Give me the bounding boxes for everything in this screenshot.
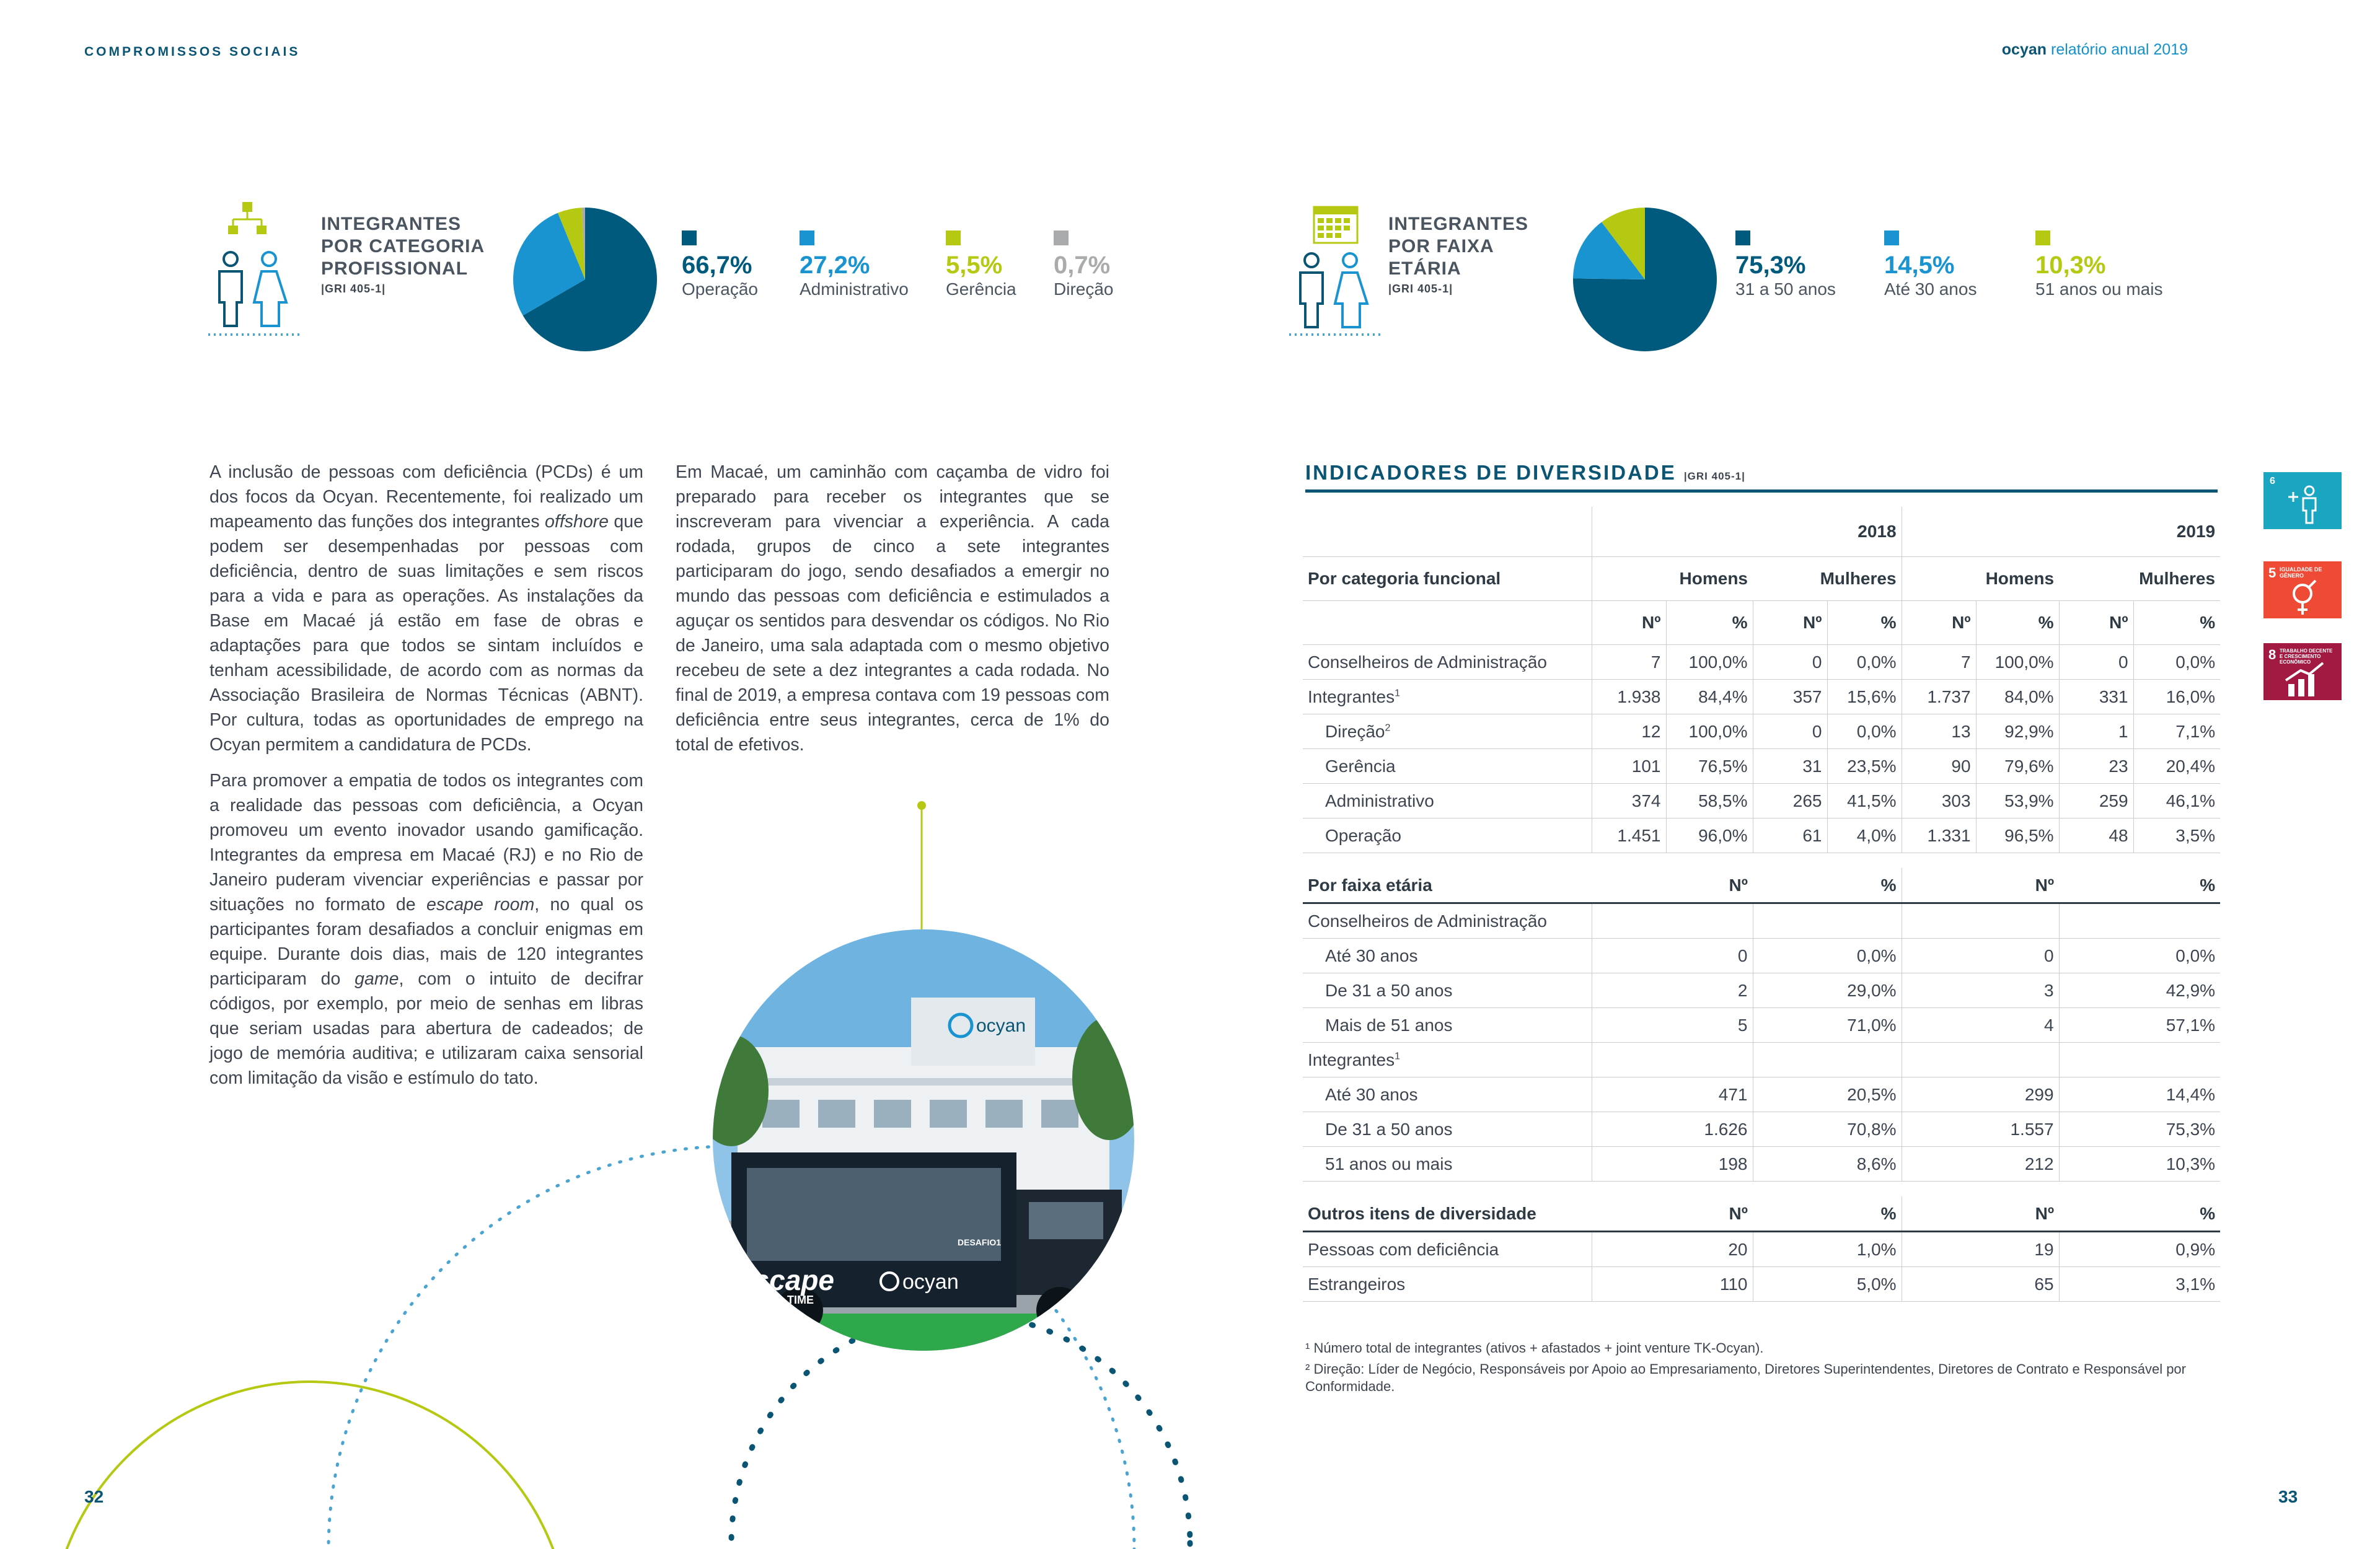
footnote-ref: 1 bbox=[1395, 1051, 1401, 1062]
data-row bbox=[1303, 1267, 2220, 1302]
value-cell: 110 bbox=[1592, 1267, 1753, 1302]
value-cell: 0 bbox=[1902, 939, 2059, 973]
footnote-ref: 2 bbox=[1385, 722, 1391, 734]
value-cell bbox=[1753, 903, 1902, 939]
value-cell: 65 bbox=[1902, 1267, 2059, 1302]
row-label-text: Administrativo bbox=[1325, 791, 1434, 810]
gender-mulheres: Mulheres bbox=[1753, 557, 1902, 601]
value-cell: 0,9% bbox=[2059, 1232, 2220, 1267]
row-label-text: Até 30 anos bbox=[1325, 1084, 1418, 1104]
value-cell: 20,4% bbox=[2133, 749, 2220, 784]
legend-pct: 0,7% bbox=[1054, 252, 1111, 279]
value-cell: 7,1% bbox=[2133, 714, 2220, 749]
value-cell: 331 bbox=[2059, 680, 2133, 714]
row-label bbox=[1303, 645, 1592, 680]
value-cell: 96,5% bbox=[1976, 818, 2059, 853]
table-cell bbox=[1303, 1182, 2220, 1197]
category-row bbox=[1303, 645, 2220, 680]
stat-title-line: PROFISSIONAL bbox=[321, 258, 469, 279]
value-cell bbox=[1592, 903, 1753, 939]
paragraph: Em Macaé, um caminhão com caçamba de vidro foi preparado para receber os integrantes que se inscreveram para vivenciar a experiência. A cada rodada, grupos de cinco a sete integrantes participaram do jogo, sendo desafiados a emergir no mundo das pessoas com deficiência e estimulados a aguçar os sentidos para desvendar os códigos. No Rio de Janeiro, uma sala adaptada com o mesmo objetivo recebeu de sete a dez integrantes a cada rodada. No final de 2019, a empresa contava com 19 pessoas com deficiência entre seus integrantes, cerca de 1% do total de efetivos. bbox=[676, 462, 1109, 755]
org-people-icon bbox=[208, 197, 307, 340]
ods-number: 8 bbox=[2268, 647, 2276, 662]
data-row bbox=[1303, 903, 2220, 939]
pct-header: % bbox=[1976, 601, 2059, 645]
value-cell: 100,0% bbox=[1666, 645, 1753, 680]
value-cell: 265 bbox=[1753, 784, 1827, 818]
legend-swatch bbox=[1884, 230, 1899, 245]
data-row bbox=[1303, 1232, 2220, 1267]
row-label bbox=[1303, 1267, 1592, 1302]
value-cell: 84,0% bbox=[1976, 680, 2059, 714]
gri-ref: |GRI 405-1| bbox=[321, 283, 386, 295]
value-cell: 61 bbox=[1753, 818, 1827, 853]
value-cell: 1.938 bbox=[1592, 680, 1666, 714]
section-title: COMPROMISSOS SOCIAIS bbox=[84, 45, 301, 59]
value-cell: 58,5% bbox=[1666, 784, 1753, 818]
table-cell bbox=[1303, 853, 2220, 869]
value-cell: 4,0% bbox=[1827, 818, 1902, 853]
row-label-text: Até 30 anos bbox=[1325, 946, 1418, 965]
row-label-text: Gerência bbox=[1325, 756, 1396, 776]
value-cell: 42,9% bbox=[2059, 973, 2220, 1008]
ods-badge-5 bbox=[2263, 561, 2342, 618]
unit-header-row bbox=[1303, 601, 2220, 645]
legend-pct: 66,7% bbox=[682, 252, 752, 279]
pie-chart-categoria bbox=[512, 206, 658, 353]
data-row bbox=[1303, 939, 2220, 973]
year-header-row bbox=[1303, 507, 2220, 557]
value-cell: 3 bbox=[1902, 973, 2059, 1008]
spacer-row bbox=[1303, 853, 2220, 869]
n-header: Nº bbox=[2059, 601, 2133, 645]
value-cell: 0,0% bbox=[2133, 645, 2220, 680]
brand-name: ocyan bbox=[2001, 41, 2047, 58]
ods-title: IGUALDADE DE GÊNERO bbox=[2280, 566, 2322, 579]
ods-number: 5 bbox=[2268, 565, 2276, 581]
legend-label: 31 a 50 anos bbox=[1735, 279, 1836, 299]
value-cell: 374 bbox=[1592, 784, 1666, 818]
value-cell: 23,5% bbox=[1827, 749, 1902, 784]
legend-swatch bbox=[2035, 230, 2050, 245]
value-cell bbox=[2059, 1043, 2220, 1077]
value-cell: 100,0% bbox=[1976, 645, 2059, 680]
legend-31-50 bbox=[1735, 230, 1836, 300]
legend-pct: 5,5% bbox=[946, 252, 1003, 279]
stat-title-line: INTEGRANTES bbox=[321, 214, 462, 234]
escape-room-truck-photo bbox=[713, 929, 1134, 1351]
data-row bbox=[1303, 1112, 2220, 1147]
page-number-left: 32 bbox=[84, 1487, 104, 1506]
section-label: Por categoria funcional bbox=[1303, 557, 1592, 601]
value-cell: 96,0% bbox=[1666, 818, 1753, 853]
legend-label: Até 30 anos bbox=[1884, 279, 1977, 299]
photo-illustration bbox=[713, 929, 1134, 1351]
value-cell: 13 bbox=[1902, 714, 1976, 749]
n-header: Nº bbox=[1592, 1196, 1753, 1232]
value-cell: 53,9% bbox=[1976, 784, 2059, 818]
paragraph: Para promover a empatia de todos os integrantes com a realidade das pessoas com deficiência, a Ocyan promoveu um evento inovador usando gamificação. Integrantes da empresa em Macaé (RJ) e no Rio de Janeiro puderam vivenciar experiências e passar por situações no formato de escape room, no qual os participantes foram desafiados a concluir enigmas em equipe. Durante dois dias, mais de 120 integrantes participaram do game, com o intuito de decifrar códigos, por exemplo, por meio de senhas em libras que seriam usadas para abertura de cadeados; de jogo de memória auditiva; e utilizaram caixa sensorial com limitação da visão e estímulo do tato. bbox=[209, 771, 643, 1088]
category-row bbox=[1303, 680, 2220, 714]
stat-title-line: POR FAIXA bbox=[1388, 236, 1494, 257]
row-label-text: Estrangeiros bbox=[1308, 1274, 1406, 1294]
value-cell: 79,6% bbox=[1976, 749, 2059, 784]
category-row bbox=[1303, 818, 2220, 853]
pct-header: % bbox=[1666, 601, 1753, 645]
legend-administrativo bbox=[800, 230, 909, 300]
value-cell: 0 bbox=[1753, 645, 1827, 680]
row-label bbox=[1303, 1112, 1592, 1147]
pct-header: % bbox=[2059, 1196, 2220, 1232]
n-header: Nº bbox=[1592, 601, 1666, 645]
legend-swatch bbox=[1735, 230, 1750, 245]
value-cell: 5 bbox=[1592, 1008, 1753, 1043]
stat-title-line: POR CATEGORIA bbox=[321, 236, 485, 257]
value-cell: 212 bbox=[1902, 1147, 2059, 1182]
value-cell: 2 bbox=[1592, 973, 1753, 1008]
value-cell: 5,0% bbox=[1753, 1267, 1902, 1302]
legend-swatch bbox=[1054, 230, 1069, 245]
row-label bbox=[1303, 973, 1592, 1008]
value-cell: 1.626 bbox=[1592, 1112, 1753, 1147]
legend-label: Gerência bbox=[946, 279, 1016, 299]
row-label-text: Operação bbox=[1325, 825, 1401, 845]
value-cell: 1 bbox=[2059, 714, 2133, 749]
value-cell: 0,0% bbox=[1753, 939, 1902, 973]
value-cell: 1.451 bbox=[1592, 818, 1666, 853]
value-cell: 71,0% bbox=[1753, 1008, 1902, 1043]
value-cell bbox=[2059, 903, 2220, 939]
stat-title-line: INTEGRANTES bbox=[1388, 214, 1529, 234]
ods-number: 6 bbox=[2270, 476, 2275, 486]
truck-plate: DESAFIO1 bbox=[958, 1237, 1002, 1247]
legend-label: Operação bbox=[682, 279, 758, 299]
ods-badge-8 bbox=[2263, 643, 2342, 700]
row-label bbox=[1303, 939, 1592, 973]
pie-chart-faixa bbox=[1572, 206, 1718, 353]
value-cell: 41,5% bbox=[1827, 784, 1902, 818]
value-cell: 259 bbox=[2059, 784, 2133, 818]
row-label-text: De 31 a 50 anos bbox=[1325, 980, 1453, 1000]
value-cell: 1.737 bbox=[1902, 680, 1976, 714]
pct-header: % bbox=[1827, 601, 1902, 645]
value-cell: 57,1% bbox=[2059, 1008, 2220, 1043]
truck-brand: escape bbox=[738, 1264, 835, 1296]
value-cell: 20 bbox=[1592, 1232, 1753, 1267]
diversity-table bbox=[1303, 507, 2220, 1302]
pct-header: % bbox=[1753, 868, 1902, 903]
value-cell: 10,3% bbox=[2059, 1147, 2220, 1182]
footnote-1: ¹ Número total de integrantes (ativos + afastados + joint venture TK-Ocyan). bbox=[1305, 1340, 1764, 1356]
truck-logo: ocyan bbox=[902, 1270, 959, 1294]
value-cell: 198 bbox=[1592, 1147, 1753, 1182]
row-label-text: Integrantes bbox=[1308, 687, 1395, 706]
value-cell: 90 bbox=[1902, 749, 1976, 784]
stat-title-faixa bbox=[1388, 213, 1528, 296]
legend-label: Administrativo bbox=[800, 279, 909, 299]
value-cell: 7 bbox=[1902, 645, 1976, 680]
value-cell: 75,3% bbox=[2059, 1112, 2220, 1147]
row-label-text: 51 anos ou mais bbox=[1325, 1154, 1453, 1174]
table-cell bbox=[1303, 507, 1592, 557]
row-label bbox=[1303, 818, 1592, 853]
footnotes bbox=[1305, 1340, 2216, 1395]
year-2018: 2018 bbox=[1592, 507, 1902, 557]
table-title-rule bbox=[1305, 489, 2218, 493]
value-cell: 76,5% bbox=[1666, 749, 1753, 784]
stat-title-line: ETÁRIA bbox=[1388, 258, 1461, 279]
value-cell: 48 bbox=[2059, 818, 2133, 853]
truck-brand-sub: TIME bbox=[787, 1294, 814, 1306]
ods-badge-6 bbox=[2263, 472, 2342, 529]
value-cell: 14,4% bbox=[2059, 1077, 2220, 1112]
row-label-text: De 31 a 50 anos bbox=[1325, 1119, 1453, 1139]
value-cell: 1.557 bbox=[1902, 1112, 2059, 1147]
legend-label: Direção bbox=[1054, 279, 1114, 299]
data-row bbox=[1303, 1077, 2220, 1112]
section-label: Outros itens de diversidade bbox=[1303, 1196, 1592, 1232]
section-label: Por faixa etária bbox=[1303, 868, 1592, 903]
gri-ref: |GRI 405-1| bbox=[1683, 470, 1745, 482]
legend-swatch bbox=[946, 230, 961, 245]
row-label bbox=[1303, 1008, 1592, 1043]
pct-header: % bbox=[1753, 1196, 1902, 1232]
value-cell bbox=[1902, 1043, 2059, 1077]
spacer-row bbox=[1303, 1182, 2220, 1197]
legend-gerencia bbox=[946, 230, 1016, 300]
row-label-text: Direção bbox=[1325, 721, 1385, 741]
table-cell bbox=[1303, 601, 1592, 645]
gender-header-row bbox=[1303, 557, 2220, 601]
legend-direcao bbox=[1054, 230, 1113, 300]
value-cell: 16,0% bbox=[2133, 680, 2220, 714]
n-header: Nº bbox=[1902, 1196, 2059, 1232]
value-cell: 19 bbox=[1902, 1232, 2059, 1267]
value-cell: 84,4% bbox=[1666, 680, 1753, 714]
row-label bbox=[1303, 680, 1592, 714]
value-cell: 3,5% bbox=[2133, 818, 2220, 853]
value-cell: 1.331 bbox=[1902, 818, 1976, 853]
row-label bbox=[1303, 1077, 1592, 1112]
section-header-row bbox=[1303, 1196, 2220, 1232]
legend-pct: 14,5% bbox=[1884, 252, 1955, 279]
calendar-people-icon bbox=[1289, 204, 1388, 341]
table-title bbox=[1305, 461, 1745, 485]
row-label-text: Pessoas com deficiência bbox=[1308, 1239, 1499, 1259]
gender-mulheres: Mulheres bbox=[2059, 557, 2220, 601]
value-cell: 0 bbox=[1592, 939, 1753, 973]
pct-header: % bbox=[2059, 868, 2220, 903]
row-label-text: Conselheiros de Administração bbox=[1308, 652, 1547, 672]
section-header-row bbox=[1303, 868, 2220, 903]
value-cell: 0,0% bbox=[1827, 714, 1902, 749]
value-cell: 299 bbox=[1902, 1077, 2059, 1112]
legend-pct: 27,2% bbox=[800, 252, 870, 279]
footnote-2: ² Direção: Líder de Negócio, Responsáveis por Apoio ao Empresariamento, Diretores Superintendentes, Diretores de Contrato e Responsável por Conformidade. bbox=[1305, 1361, 2186, 1394]
value-cell: 46,1% bbox=[2133, 784, 2220, 818]
building-sign: ocyan bbox=[976, 1016, 1026, 1036]
footnote-ref: 1 bbox=[1395, 688, 1401, 699]
page-number-right: 33 bbox=[2278, 1487, 2298, 1506]
row-label bbox=[1303, 714, 1592, 749]
legend-operacao bbox=[682, 230, 758, 300]
value-cell: 1,0% bbox=[1753, 1232, 1902, 1267]
value-cell: 101 bbox=[1592, 749, 1666, 784]
n-header: Nº bbox=[1902, 601, 1976, 645]
value-cell: 3,1% bbox=[2059, 1267, 2220, 1302]
data-row bbox=[1303, 1043, 2220, 1077]
data-row bbox=[1303, 1008, 2220, 1043]
legend-label: 51 anos ou mais bbox=[2035, 279, 2163, 299]
category-row bbox=[1303, 749, 2220, 784]
legend-ate-30 bbox=[1884, 230, 1977, 300]
value-cell: 0,0% bbox=[2059, 939, 2220, 973]
value-cell: 0,0% bbox=[1827, 645, 1902, 680]
value-cell: 23 bbox=[2059, 749, 2133, 784]
legend-swatch bbox=[682, 230, 697, 245]
n-header: Nº bbox=[1753, 601, 1827, 645]
report-name: relatório anual 2019 bbox=[2051, 41, 2188, 58]
legend-51-mais bbox=[2035, 230, 2162, 300]
category-row bbox=[1303, 784, 2220, 818]
row-label-text: Mais de 51 anos bbox=[1325, 1015, 1453, 1035]
body-column-2 bbox=[676, 460, 1109, 768]
ods-title: TRABALHO DECENTE E CRESCIMENTO ECONÔMICO bbox=[2280, 648, 2333, 665]
value-cell: 92,9% bbox=[1976, 714, 2059, 749]
table-title-text: INDICADORES DE DIVERSIDADE bbox=[1305, 461, 1677, 484]
value-cell: 303 bbox=[1902, 784, 1976, 818]
pct-header: % bbox=[2133, 601, 2220, 645]
value-cell bbox=[1902, 903, 2059, 939]
value-cell: 8,6% bbox=[1753, 1147, 1902, 1182]
value-cell: 31 bbox=[1753, 749, 1827, 784]
gri-ref: |GRI 405-1| bbox=[1388, 283, 1453, 295]
gender-homens: Homens bbox=[1592, 557, 1753, 601]
category-row bbox=[1303, 714, 2220, 749]
n-header: Nº bbox=[1592, 868, 1753, 903]
value-cell: 12 bbox=[1592, 714, 1666, 749]
value-cell: 4 bbox=[1902, 1008, 2059, 1043]
year-2019: 2019 bbox=[1902, 507, 2220, 557]
legend-pct: 75,3% bbox=[1735, 252, 1806, 279]
value-cell: 7 bbox=[1592, 645, 1666, 680]
value-cell: 0 bbox=[2059, 645, 2133, 680]
row-label bbox=[1303, 784, 1592, 818]
value-cell bbox=[1753, 1043, 1902, 1077]
row-label-text: Integrantes bbox=[1308, 1050, 1395, 1069]
legend-swatch bbox=[800, 230, 814, 245]
legend-pct: 10,3% bbox=[2035, 252, 2106, 279]
value-cell: 100,0% bbox=[1666, 714, 1753, 749]
paragraph: A inclusão de pessoas com deficiência (PCDs) é um dos focos da Ocyan. Recentemente, foi realizado um mapeamento das funções dos integrantes offshore que podem ser desempenhadas por pessoas com deficiência, dentro de suas limitações e sem riscos para a vida e para as operações. As instalações da Base em Macaé já estão em fase de obras e adaptações para que todos se sintam incluídos e tenham acessibilidade, de acordo com as normas da Associação Brasileira de Normas Técnicas (ABNT). Por cultura, todas as oportunidades de emprego na Ocyan permitem a candidatura de PCDs. bbox=[209, 462, 643, 755]
value-cell: 0 bbox=[1753, 714, 1827, 749]
report-title bbox=[2002, 41, 2188, 59]
value-cell: 15,6% bbox=[1827, 680, 1902, 714]
data-row bbox=[1303, 1147, 2220, 1182]
row-label-text: Conselheiros de Administração bbox=[1308, 911, 1547, 931]
value-cell: 357 bbox=[1753, 680, 1827, 714]
row-label bbox=[1303, 749, 1592, 784]
row-label bbox=[1303, 1147, 1592, 1182]
value-cell bbox=[1592, 1043, 1753, 1077]
data-row bbox=[1303, 973, 2220, 1008]
value-cell: 471 bbox=[1592, 1077, 1753, 1112]
row-label bbox=[1303, 903, 1592, 939]
row-label bbox=[1303, 1043, 1592, 1077]
value-cell: 29,0% bbox=[1753, 973, 1902, 1008]
body-column-1 bbox=[209, 460, 643, 1102]
value-cell: 20,5% bbox=[1753, 1077, 1902, 1112]
gender-homens: Homens bbox=[1902, 557, 2059, 601]
value-cell: 70,8% bbox=[1753, 1112, 1902, 1147]
n-header: Nº bbox=[1902, 868, 2059, 903]
row-label bbox=[1303, 1232, 1592, 1267]
stat-title-categoria bbox=[321, 213, 485, 296]
